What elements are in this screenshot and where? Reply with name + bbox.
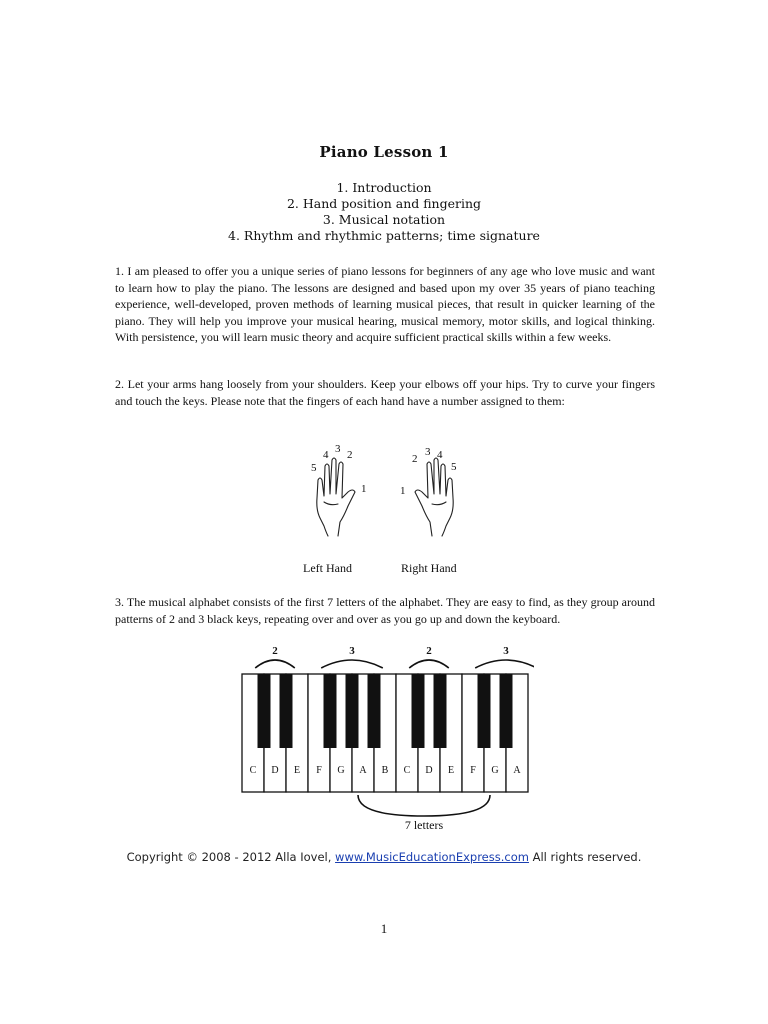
white-key-label: G	[337, 765, 345, 776]
white-key-label: E	[447, 765, 455, 776]
group-label: 2	[426, 645, 432, 657]
website-link[interactable]: www.MusicEducationExpress.com	[335, 850, 529, 864]
right-hand-label: Right Hand	[401, 561, 457, 575]
group-arc	[321, 660, 383, 668]
finger-number: 1	[400, 485, 406, 497]
paragraph-hand-position: 2. Let your arms hang loosely from your shoulders. Keep your elbows off your hips. Try to curve your fingers and touch the keys. Please note that the fingers of each hand have a number assigned to them:	[115, 377, 655, 408]
paragraph-musical-alphabet: 3. The musical alphabet consists of the first 7 letters of the alphabet. They are easy to find, as they group around patterns of 2 and 3 black keys, repeating over and over as you go up and down the keyboard.	[115, 595, 655, 626]
copyright-text: Copyright © 2008 - 2012 Alla Iovel,	[126, 850, 336, 864]
white-key-label: C	[403, 765, 411, 776]
finger-number: 2	[347, 449, 353, 461]
black-key	[258, 674, 271, 748]
keyboard-diagram	[238, 640, 534, 840]
white-key-label: B	[381, 765, 389, 776]
finger-number: 5	[451, 461, 457, 473]
seven-letters-label: 7 letters	[404, 818, 444, 832]
black-key	[434, 674, 447, 748]
white-key-label: F	[470, 765, 476, 776]
white-key-label: D	[425, 765, 433, 776]
finger-number: 3	[425, 446, 431, 458]
finger-number: 1	[361, 483, 367, 495]
finger-number: 2	[412, 453, 418, 465]
finger-number: 3	[335, 443, 341, 455]
toc-item: 3. Musical notation	[322, 212, 446, 227]
left-hand-label: Left Hand	[303, 561, 352, 575]
black-key	[500, 674, 513, 748]
right-hand-icon	[415, 458, 453, 536]
black-key	[346, 674, 359, 748]
group-label: 3	[349, 645, 355, 657]
white-key-label: C	[249, 765, 257, 776]
white-key-label: D	[271, 765, 279, 776]
group-label: 2	[272, 645, 278, 657]
finger-number: 4	[323, 449, 329, 461]
copyright-notice	[0, 850, 768, 864]
white-key-label: A	[359, 765, 367, 776]
finger-number: 4	[437, 449, 443, 461]
toc-item: 4. Rhythm and rhythmic patterns; time signature	[228, 228, 540, 243]
white-key-label: E	[293, 765, 301, 776]
finger-number: 5	[311, 462, 317, 474]
group-label: 3	[503, 645, 509, 657]
page-number: 1	[380, 921, 388, 936]
table-of-contents	[0, 180, 768, 244]
page-title: Piano Lesson 1	[319, 143, 449, 161]
left-hand-icon	[317, 458, 355, 536]
hands-illustration	[300, 440, 470, 546]
black-key	[412, 674, 425, 748]
paragraph-introduction: 1. I am pleased to offer you a unique series of piano lessons for beginners of any age who love music and want to learn how to play the piano. The lessons are designed and based upon my over 35 years of piano teaching experience, well-developed, proven methods of learning musical pieces, that result in quicker learning of the piano. They will help you improve your musical hearing, musical memory, motor skills, and logical thinking. With persistence, you will learn music theory and acquire sufficient practical skills within a few weeks.	[115, 264, 655, 345]
black-key	[478, 674, 491, 748]
black-key	[280, 674, 293, 748]
group-arcs	[255, 660, 534, 668]
white-key-label: F	[316, 765, 322, 776]
group-arc	[255, 660, 295, 668]
group-labels	[272, 645, 509, 657]
toc-item: 1. Introduction	[336, 180, 432, 195]
rights-text: All rights reserved.	[528, 850, 642, 864]
black-key	[368, 674, 381, 748]
group-arc	[475, 660, 534, 668]
white-key-label: A	[513, 765, 521, 776]
black-key	[324, 674, 337, 748]
white-key-label: G	[491, 765, 499, 776]
seven-letters-bracket	[358, 795, 490, 816]
toc-item: 2. Hand position and fingering	[286, 196, 482, 211]
group-arc	[409, 660, 449, 668]
